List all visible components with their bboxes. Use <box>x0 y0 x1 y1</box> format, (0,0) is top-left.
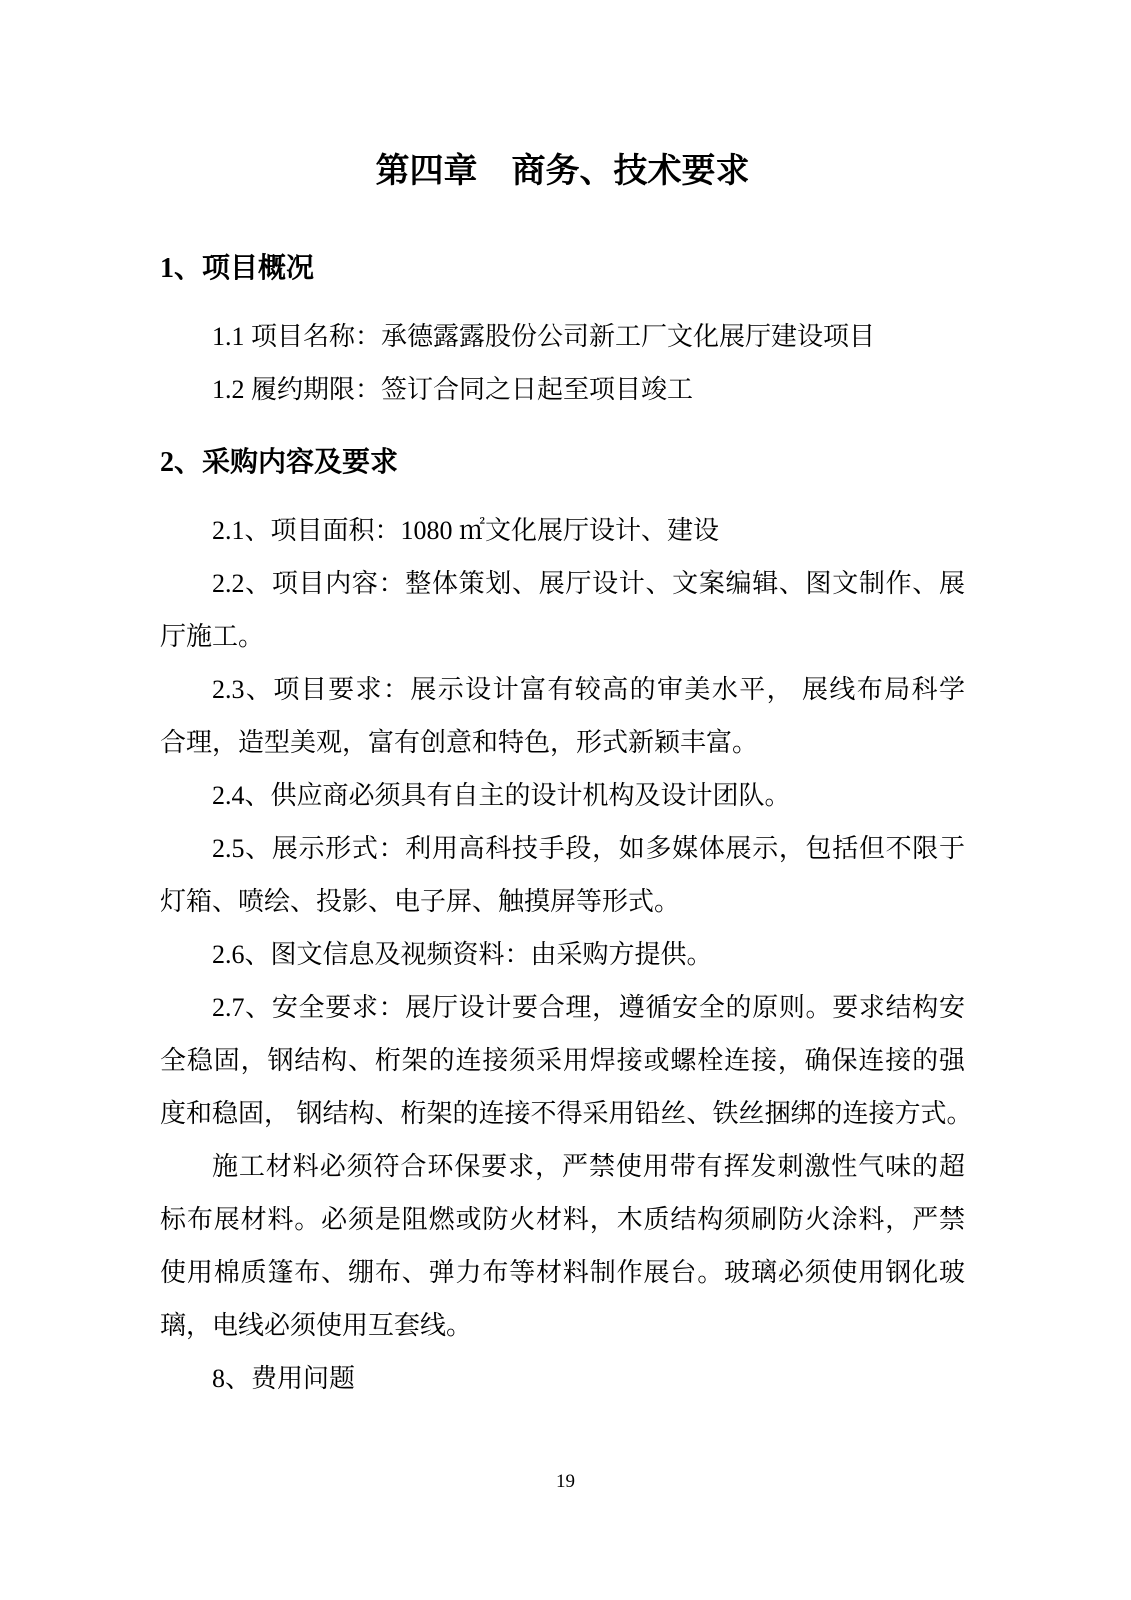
paragraph-line: 2.5、展示形式：利用高科技手段，如多媒体展示，包括但不限于 <box>212 834 965 863</box>
paragraph-line: 灯箱、喷绘、投影、电子屏、触摸屏等形式。 <box>160 887 681 916</box>
paragraph-line: 使用棉质篷布、绷布、弹力布等材料制作展台。玻璃必须使用钢化玻 <box>160 1258 965 1287</box>
paragraph-line: 度和稳固， 钢结构、桁架的连接不得采用铅丝、铁丝捆绑的连接方式。 <box>160 1099 973 1128</box>
paragraph-line: 1.2 履约期限：签订合同之日起至项目竣工 <box>212 375 694 404</box>
paragraph-line: 2.2、项目内容：整体策划、展厅设计、文案编辑、图文制作、展 <box>212 569 965 598</box>
paragraph-line: 合理，造型美观，富有创意和特色，形式新颖丰富。 <box>160 728 759 757</box>
chapter-title: 第四章 商务、技术要求 <box>375 153 750 190</box>
paragraph-line: 厅施工。 <box>160 622 265 651</box>
paragraph-line: 2.6、图文信息及视频资料：由采购方提供。 <box>212 940 713 969</box>
page-number: 19 <box>556 1471 575 1492</box>
paragraph-line: 2.4、供应商必须具有自主的设计机构及设计团队。 <box>212 781 791 810</box>
paragraph-line: 施工材料必须符合环保要求，严禁使用带有挥发刺激性气味的超 <box>212 1152 965 1181</box>
paragraph-line: 标布展材料。必须是阻燃或防火材料，木质结构须刷防火涂料，严禁 <box>160 1205 965 1234</box>
paragraph-line: 全稳固，钢结构、桁架的连接须采用焊接或螺栓连接，确保连接的强 <box>160 1046 965 1075</box>
section-heading: 2、采购内容及要求 <box>160 447 399 478</box>
paragraph-line: 2.3、项目要求：展示设计富有较高的审美水平， 展线布局科学 <box>212 675 965 704</box>
paragraph-line: 2.7、安全要求：展厅设计要合理，遵循安全的原则。要求结构安 <box>212 993 965 1022</box>
paragraph-line: 1.1 项目名称：承德露露股份公司新工厂文化展厅建设项目 <box>212 322 876 351</box>
paragraph-line: 8、费用问题 <box>212 1364 356 1393</box>
paragraph-line: 璃，电线必须使用互套线。 <box>160 1311 473 1340</box>
document-body <box>160 251 973 1405</box>
paragraph-line: 2.1、项目面积：1080 ㎡文化展厅设计、建设 <box>212 516 720 545</box>
section-heading: 1、项目概况 <box>160 253 315 284</box>
